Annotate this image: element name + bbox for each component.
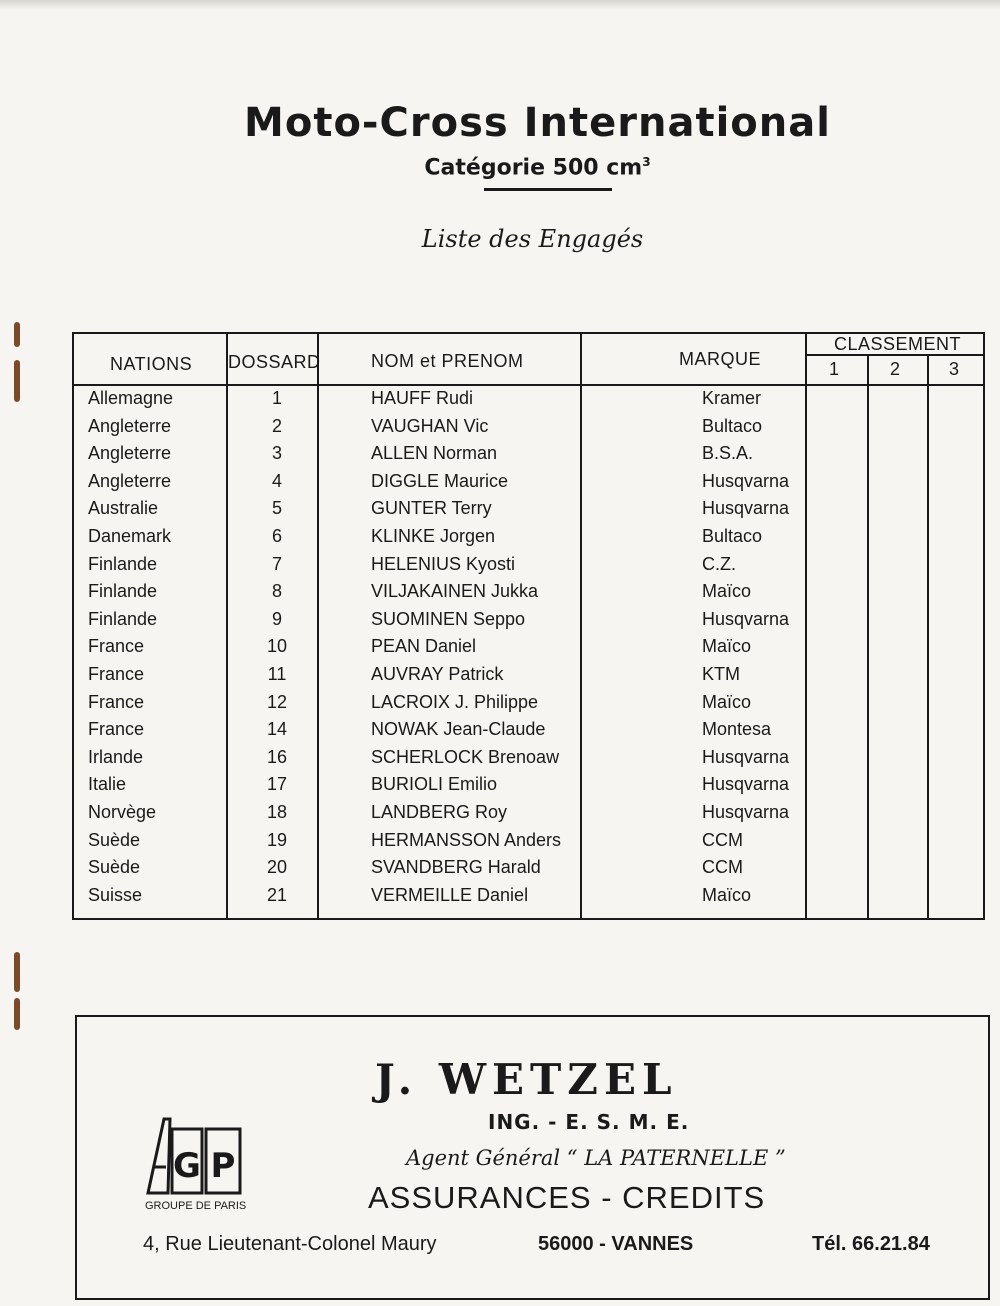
advertiser-name: J. WETZEL <box>375 1055 678 1104</box>
cell-marque: Husqvarna <box>702 470 790 491</box>
cell-nation: Allemagne <box>88 388 174 408</box>
cell-nation: Australie <box>88 498 159 519</box>
cell-dossard: 10 <box>266 636 288 657</box>
header-classement-1: 1 <box>829 359 840 379</box>
cell-marque: Bultaco <box>702 526 763 546</box>
advertiser-services: ASSURANCES - CREDITS <box>368 1180 766 1215</box>
cell-nom: GUNTER Terry <box>371 498 492 519</box>
cell-nation: Finlande <box>88 553 158 574</box>
header-nom: NOM et PRENOM <box>371 351 524 371</box>
cell-nom: LACROIX J. Philippe <box>371 691 539 712</box>
cell-nom: DIGGLE Maurice <box>371 470 509 491</box>
cell-marque: Bultaco <box>702 415 763 436</box>
cell-dossard: 8 <box>271 581 282 602</box>
cell-nom: NOWAK Jean-Claude <box>371 719 546 740</box>
cell-nation: Suède <box>88 829 141 850</box>
column-divider <box>317 334 319 918</box>
cell-marque: Kramer <box>702 388 762 408</box>
cell-dossard: 7 <box>271 553 282 574</box>
cell-nom: VAUGHAN Vic <box>371 415 489 436</box>
cell-nom: SCHERLOCK Brenoaw <box>371 746 560 767</box>
agp-logo-p: P <box>210 1146 236 1186</box>
cell-dossard: 17 <box>266 774 288 795</box>
cell-nation: Angleterre <box>88 415 172 436</box>
cell-nation: Danemark <box>88 526 172 546</box>
cell-nom: PEAN Daniel <box>371 636 477 657</box>
cell-nation: France <box>88 719 145 740</box>
cell-nation: France <box>88 664 145 684</box>
cell-nom: ALLEN Norman <box>371 443 498 464</box>
cell-dossard: 19 <box>266 829 288 850</box>
cell-marque: CCM <box>702 829 743 850</box>
binding-mark <box>14 952 20 992</box>
agp-caption: GROUPE DE PARIS <box>145 1200 247 1212</box>
header-marque: MARQUE <box>679 349 762 369</box>
title-underline <box>484 188 612 191</box>
cell-dossard: 3 <box>271 443 282 464</box>
header-classement-3: 3 <box>949 359 960 379</box>
binding-mark <box>14 322 20 347</box>
header-nations: NATIONS <box>110 354 193 374</box>
cell-marque: C.Z. <box>702 553 736 574</box>
cell-nom: SVANDBERG Harald <box>371 857 541 878</box>
header-divider <box>74 384 983 386</box>
page-edge <box>0 0 1000 10</box>
cell-marque: Maïco <box>702 636 752 657</box>
binding-mark <box>14 360 20 402</box>
header-classement-2: 2 <box>890 359 901 379</box>
cell-dossard: 16 <box>266 746 288 767</box>
subtitle-exponent: 3 <box>642 155 651 169</box>
cell-marque: Maïco <box>702 581 752 602</box>
cell-marque: KTM <box>702 664 740 684</box>
cell-dossard: 20 <box>266 857 288 878</box>
cell-marque: CCM <box>702 857 743 878</box>
cell-nation: Italie <box>88 774 127 795</box>
column-divider <box>580 334 582 918</box>
cell-nom: LANDBERG Roy <box>371 802 508 822</box>
agp-logo <box>144 1115 248 1197</box>
list-heading: Liste des Engagés <box>421 225 644 253</box>
column-divider <box>805 334 807 918</box>
cell-nom: HELENIUS Kyosti <box>371 553 516 574</box>
cell-marque: Montesa <box>702 719 772 740</box>
cell-dossard: 4 <box>271 470 282 491</box>
cell-dossard: 14 <box>266 719 288 740</box>
cell-dossard: 9 <box>271 608 282 629</box>
subtitle-text: Catégorie 500 cm <box>424 155 643 181</box>
column-divider <box>867 354 869 918</box>
column-divider <box>226 334 228 918</box>
cell-nom: SUOMINEN Seppo <box>371 608 526 629</box>
cell-dossard: 18 <box>266 802 288 822</box>
cell-marque: Husqvarna <box>702 498 790 519</box>
cell-nation: Irlande <box>88 746 144 767</box>
cell-nom: VILJAKAINEN Jukka <box>371 581 539 602</box>
entries-table <box>72 332 985 920</box>
cell-marque: Husqvarna <box>702 774 790 795</box>
cell-nom: AUVRAY Patrick <box>371 664 504 684</box>
advertiser-city: 56000 - VANNES <box>538 1233 694 1255</box>
cell-dossard: 1 <box>271 388 282 408</box>
page-title: Moto-Cross International <box>244 100 831 146</box>
agp-logo-g: G <box>173 1146 201 1186</box>
cell-dossard: 2 <box>271 415 282 436</box>
advertiser-address: 4, Rue Lieutenant-Colonel Maury <box>143 1233 437 1255</box>
binding-mark <box>14 998 20 1030</box>
advertiser-agent: Agent Général “ LA PATERNELLE ” <box>406 1146 786 1170</box>
cell-marque: Maïco <box>702 691 752 712</box>
cell-nom: BURIOLI Emilio <box>371 774 498 795</box>
cell-nation: Suisse <box>88 884 143 905</box>
cell-dossard: 21 <box>266 884 288 905</box>
advertiser-phone: Tél. 66.21.84 <box>812 1233 930 1255</box>
cell-nom: VERMEILLE Daniel <box>371 884 529 905</box>
cell-dossard: 11 <box>267 664 287 684</box>
cell-marque: Maïco <box>702 884 752 905</box>
cell-dossard: 6 <box>271 526 282 546</box>
cell-nation: France <box>88 636 145 657</box>
page-subtitle <box>0 155 1000 180</box>
header-dossard: DOSSARD <box>228 352 321 372</box>
cell-nation: Suède <box>88 857 141 878</box>
cell-nation: Angleterre <box>88 470 172 491</box>
cell-nation: France <box>88 691 145 712</box>
cell-nation: Angleterre <box>88 443 172 464</box>
cell-nom: KLINKE Jorgen <box>371 526 496 546</box>
cell-nom: HERMANSSON Anders <box>371 829 562 850</box>
header-classement: CLASSEMENT <box>834 334 962 354</box>
advertiser-degree: ING. - E. S. M. E. <box>488 1110 690 1134</box>
column-divider <box>927 354 929 918</box>
cell-dossard: 5 <box>271 498 282 519</box>
cell-nation: Norvège <box>88 802 157 822</box>
cell-marque: B.S.A. <box>702 443 754 464</box>
cell-nation: Finlande <box>88 581 158 602</box>
cell-marque: Husqvarna <box>702 746 790 767</box>
cell-nation: Finlande <box>88 608 158 629</box>
cell-marque: Husqvarna <box>702 608 790 629</box>
cell-marque: Husqvarna <box>702 802 790 822</box>
cell-dossard: 12 <box>266 691 288 712</box>
cell-nom: HAUFF Rudi <box>371 388 474 408</box>
